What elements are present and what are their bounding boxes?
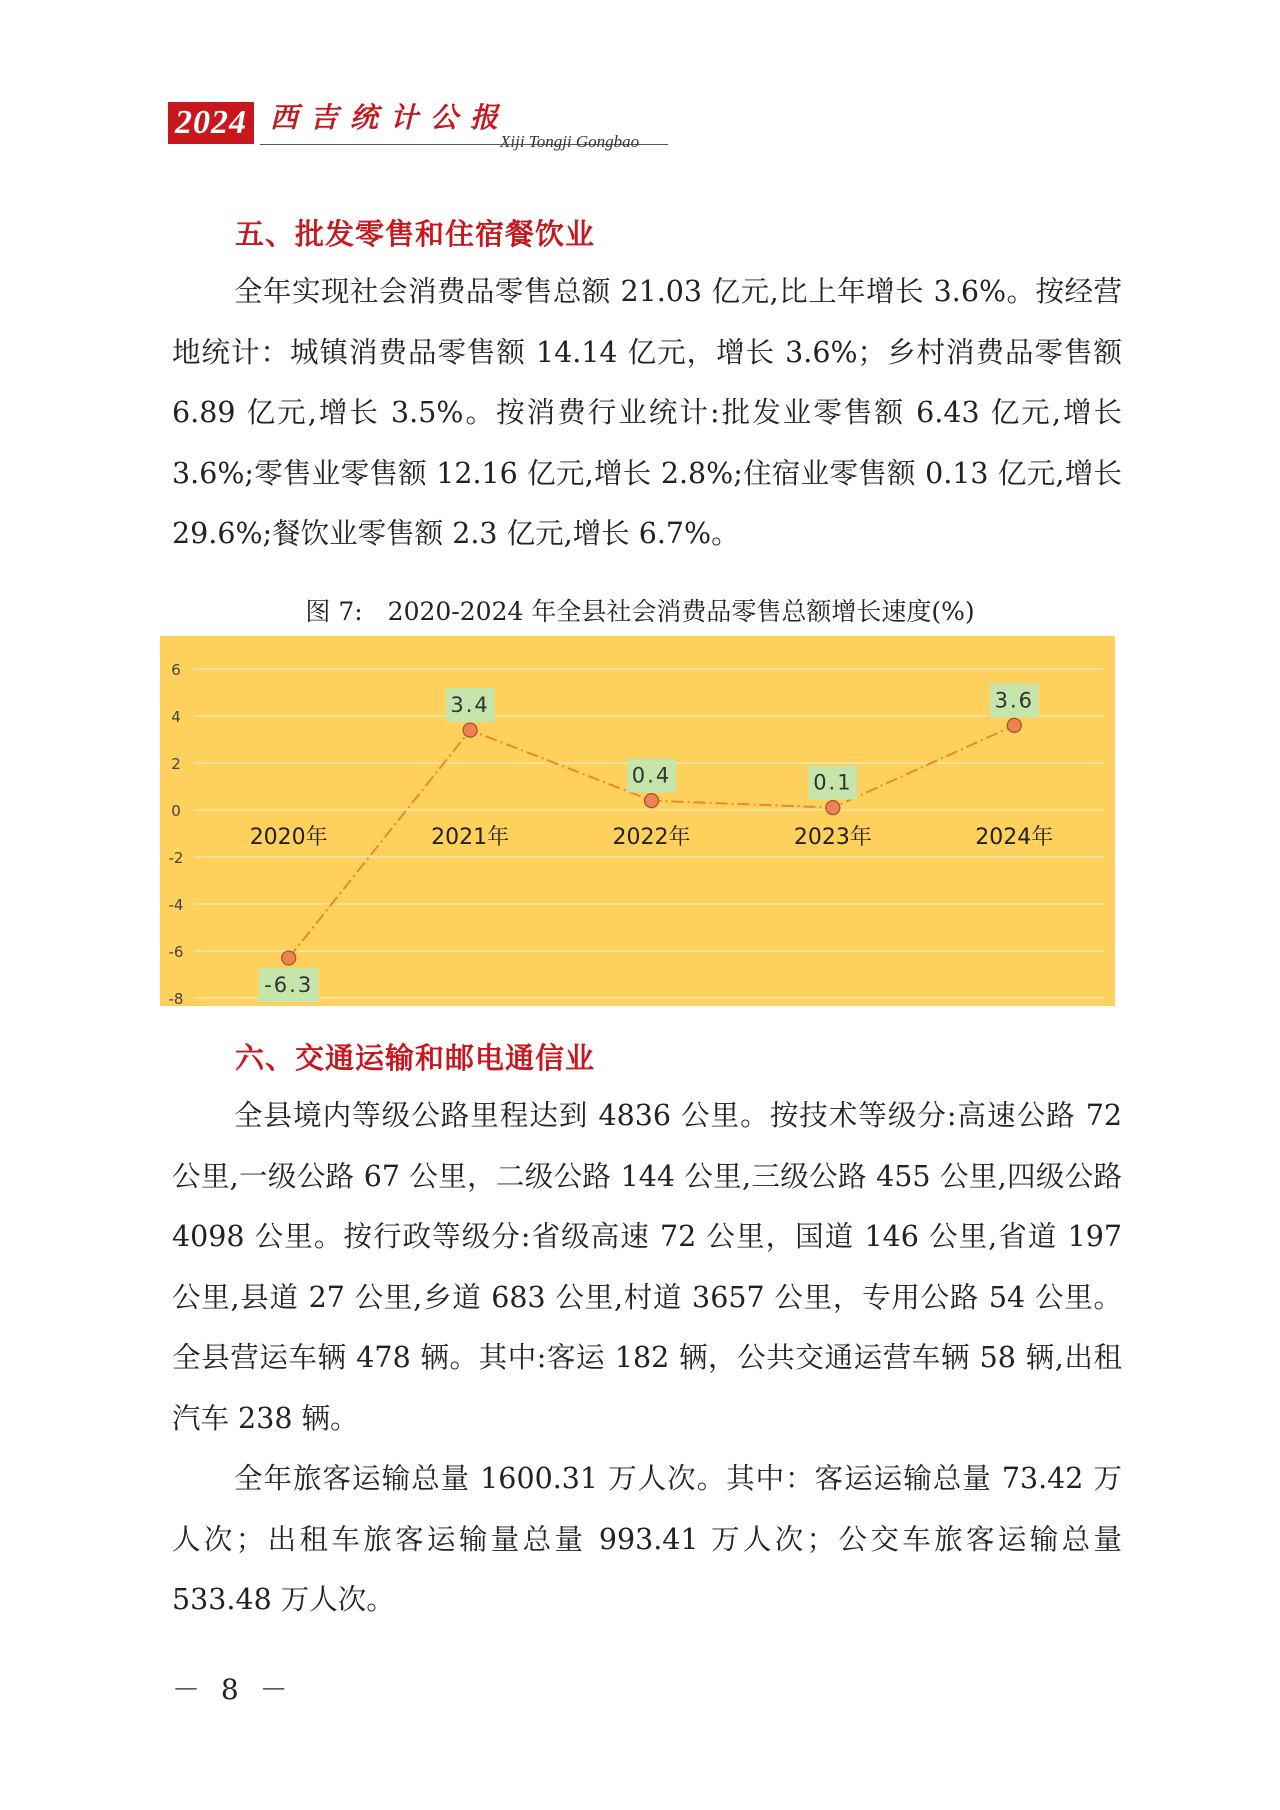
y-tick-label: -8 <box>168 990 184 1006</box>
y-tick-label: 4 <box>171 708 181 726</box>
data-point <box>463 723 477 737</box>
figure-caption: 图 7: 2020-2024 年全县社会消费品零售总额增长速度(%) <box>305 597 975 626</box>
year-badge: 2024 <box>168 102 254 144</box>
x-category-label: 2022年 <box>612 825 691 850</box>
data-label: 0.1 <box>813 770 853 795</box>
section-heading-transport: 六、交通运输和邮电通信业 <box>235 1041 596 1075</box>
chart-canvas <box>160 636 1115 1006</box>
data-label: 3.4 <box>450 693 490 718</box>
report-subtitle: Xiji Tongji Gongbao <box>500 132 640 151</box>
x-category-label: 2023年 <box>793 825 872 850</box>
data-point <box>645 794 659 808</box>
y-tick-label: -4 <box>168 896 184 914</box>
y-tick-label: 0 <box>171 802 181 820</box>
data-label: -6.3 <box>264 973 314 998</box>
paragraph-transport-passengers: 全年旅客运输总量 1600.31 万人次。其中：客运运输总量 73.42 万人次；出租车旅客运输量总量 993.41 万人次；公交车旅客运输总量 533.48 万人次。 <box>172 1462 1122 1616</box>
data-point <box>282 951 296 965</box>
x-category-label: 2024年 <box>975 825 1054 850</box>
y-tick-label: 6 <box>171 661 181 679</box>
x-category-label: 2021年 <box>431 825 510 850</box>
section-heading-retail: 五、批发零售和住宿餐饮业 <box>235 217 596 251</box>
x-category-label: 2020年 <box>249 825 328 850</box>
y-tick-label: -2 <box>168 849 184 867</box>
y-tick-label: 2 <box>171 755 181 773</box>
data-label: 3.6 <box>994 688 1035 713</box>
data-point <box>826 801 840 815</box>
data-label: 0.4 <box>631 763 672 788</box>
data-point <box>1007 718 1021 732</box>
paragraph-retail: 全年实现社会消费品零售总额 21.03 亿元,比上年增长 3.6%。按经营地统计：城镇消费品零售额 14.14 亿元，增长 3.6%；乡村消费品零售额 6.89 亿元,增长 3.5%。按消费行业统计:批发业零售额 6.43 亿元,增长 3.6%;零售业零售额 12.16 亿元,增长 2.8%;住宿业零售额 0.13 亿元,增长 29.6%;餐饮业零售额 2.3 亿元,增长 6.7%。 <box>172 275 1122 550</box>
paragraph-transport-roads: 全县境内等级公路里程达到 4836 公里。按技术等级分:高速公路 72 公里,一级公路 67 公里，二级公路 144 公里,三级公路 455 公里,四级公路 4098 公里。按行政等级分:省级高速 72 公里，国道 146 公里,省道 197 公里,县道 27 公里,乡道 683 公里,村道 3657 公里，专用公路 54 公里。全县营运车辆 478 辆。其中:客运 182 辆，公共交通运营车辆 58 辆,出租汽车 238 辆。 <box>172 1099 1122 1435</box>
y-tick-label: -6 <box>168 943 184 961</box>
report-title: 西吉统计公报 <box>270 101 511 134</box>
page-number: － 8 － <box>172 1673 294 1706</box>
growth-line-chart <box>160 636 1115 1006</box>
report-header <box>168 92 688 162</box>
